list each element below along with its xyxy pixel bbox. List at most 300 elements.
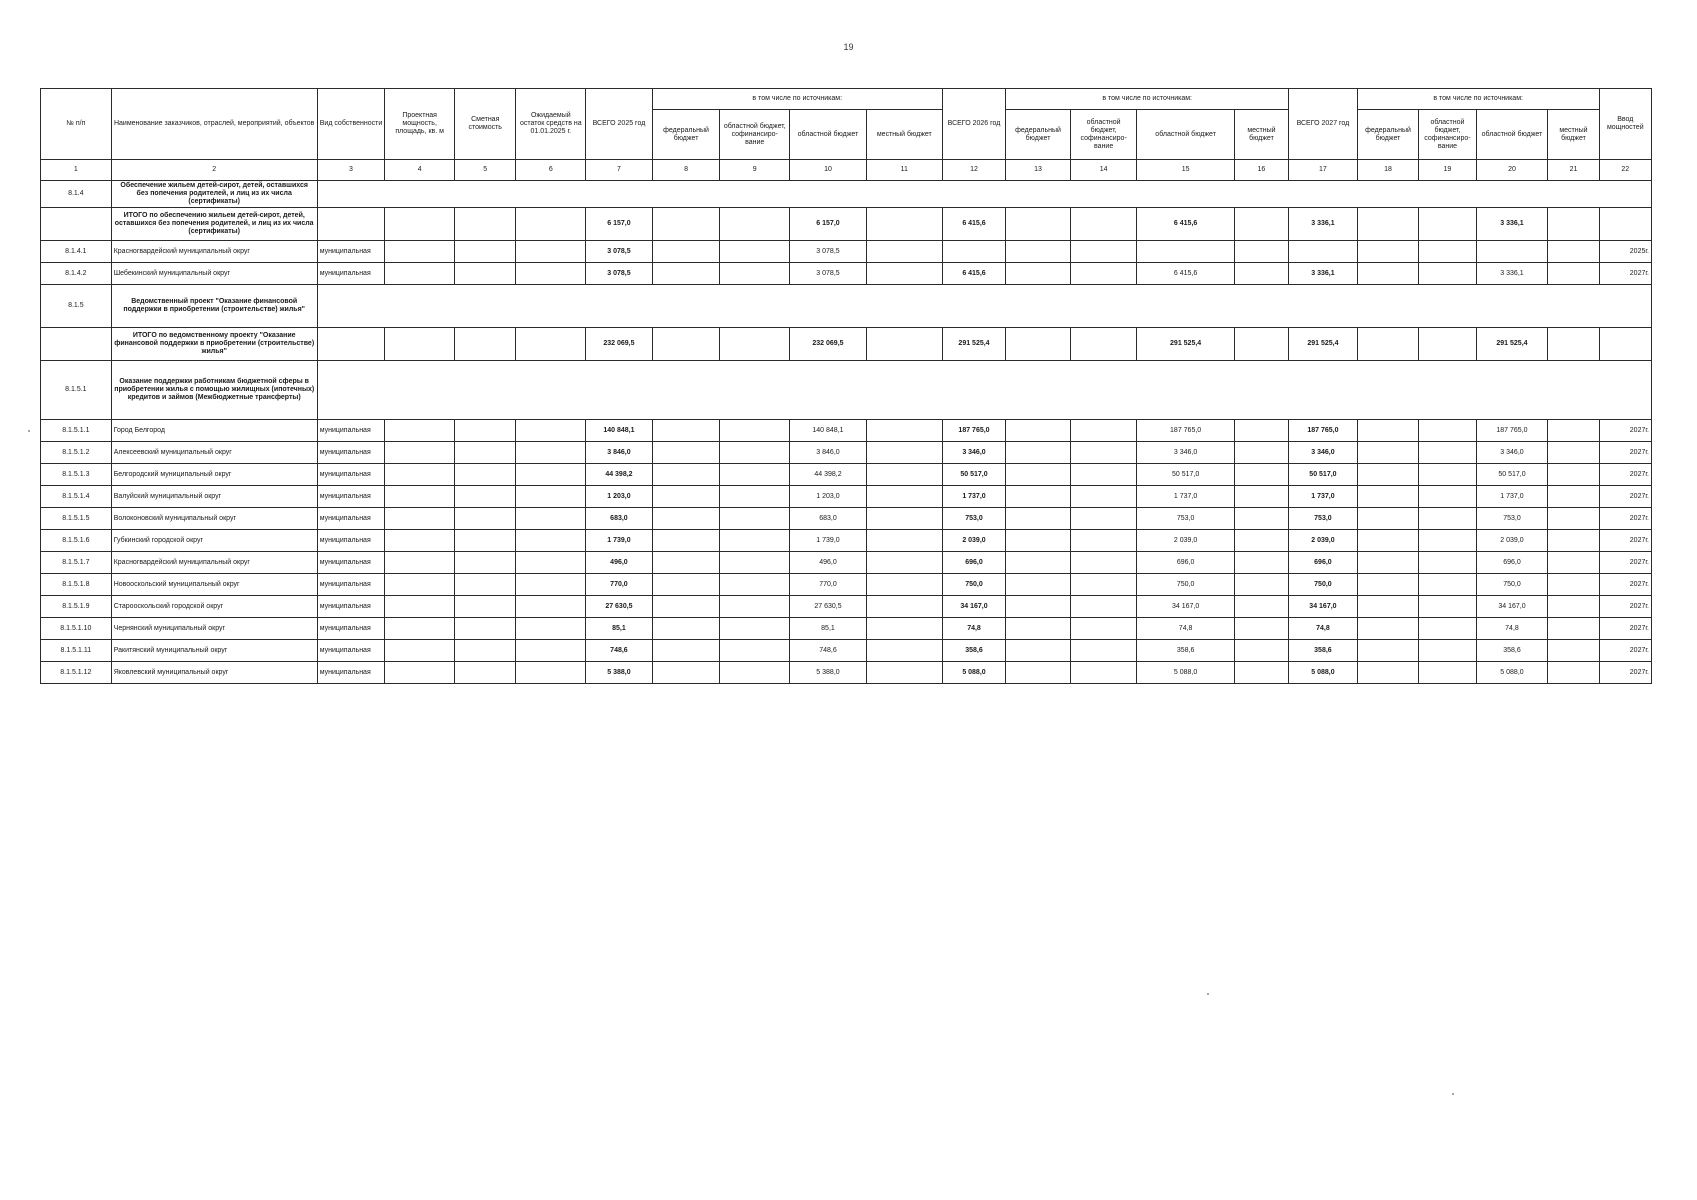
- empty-cell: [516, 530, 586, 552]
- header-regional-cofin-2026: областной бюджет, софинансиро-вание: [1070, 110, 1137, 160]
- total-2026: 750,0: [942, 574, 1006, 596]
- empty-cell: [1070, 263, 1137, 285]
- empty-cell: [454, 574, 515, 596]
- empty-cell: [516, 552, 586, 574]
- total-2027: 34 167,0: [1289, 596, 1358, 618]
- empty-cell: [866, 574, 942, 596]
- empty-cell: [1357, 552, 1418, 574]
- total-2026: 1 737,0: [942, 486, 1006, 508]
- total-2025: 496,0: [586, 552, 653, 574]
- section-code: 8.1.4: [41, 181, 112, 208]
- regional-2026: 753,0: [1137, 508, 1234, 530]
- total-2026: 6 415,6: [942, 208, 1006, 241]
- empty-cell: [1599, 208, 1651, 241]
- empty-cell: [1234, 618, 1288, 640]
- empty-cell: [866, 530, 942, 552]
- empty-cell: [866, 464, 942, 486]
- empty-cell: [1006, 508, 1071, 530]
- empty-cell: [1599, 328, 1651, 361]
- empty-cell: [1419, 263, 1476, 285]
- table-row: [41, 552, 1652, 574]
- empty-cell: [1419, 662, 1476, 684]
- commissioning-year: 2027г.: [1599, 464, 1651, 486]
- empty-cell: [1234, 596, 1288, 618]
- row-ownership: муниципальная: [317, 464, 385, 486]
- empty-cell: [385, 662, 455, 684]
- empty-cell: [652, 640, 720, 662]
- header-local-2027: местный бюджет: [1548, 110, 1599, 160]
- section-code: 8.1.5: [41, 285, 112, 328]
- scan-artifact: [1452, 1093, 1454, 1095]
- row-ownership: муниципальная: [317, 263, 385, 285]
- empty-cell: [1006, 640, 1071, 662]
- empty-cell: [385, 530, 455, 552]
- row-code: 8.1.5.1.2: [41, 442, 112, 464]
- empty-cell: [1070, 486, 1137, 508]
- empty-cell: [720, 328, 790, 361]
- empty-cell: [516, 464, 586, 486]
- empty-cell: [866, 618, 942, 640]
- empty-cell: [454, 530, 515, 552]
- column-number-row: [41, 160, 1652, 181]
- total-2025: 683,0: [586, 508, 653, 530]
- empty-cell: [1357, 442, 1418, 464]
- empty-cell: [516, 420, 586, 442]
- empty-cell: [454, 241, 515, 263]
- empty-cell: [1357, 263, 1418, 285]
- total-2026: 50 517,0: [942, 464, 1006, 486]
- regional-2027: 74,8: [1476, 618, 1548, 640]
- empty-cell: [454, 486, 515, 508]
- section-title: Ведомственный проект "Оказание финансовой поддержки в приобретении (строительстве) жилья": [111, 285, 317, 328]
- commissioning-year: 2027г.: [1599, 420, 1651, 442]
- empty-cell: [1234, 241, 1288, 263]
- regional-2026: 6 415,6: [1137, 208, 1234, 241]
- empty-cell: [720, 208, 790, 241]
- regional-2025: 748,6: [790, 640, 867, 662]
- empty-cell: [1234, 328, 1288, 361]
- row-ownership: муниципальная: [317, 552, 385, 574]
- row-code: 8.1.5.1.9: [41, 596, 112, 618]
- empty-cell: [652, 552, 720, 574]
- commissioning-year: 2027г.: [1599, 618, 1651, 640]
- empty-cell: [1357, 574, 1418, 596]
- empty-cell: [1006, 596, 1071, 618]
- empty-cell: [1548, 241, 1599, 263]
- header-regional-cofin-2027: областной бюджет, софинансиро-вание: [1419, 110, 1476, 160]
- empty-cell: [454, 263, 515, 285]
- regional-2025: 27 630,5: [790, 596, 867, 618]
- empty-cell: [1070, 640, 1137, 662]
- empty-cell: [1548, 530, 1599, 552]
- empty-cell: [385, 552, 455, 574]
- regional-2026: 2 039,0: [1137, 530, 1234, 552]
- total-2025: 3 846,0: [586, 442, 653, 464]
- regional-2027: 3 336,1: [1476, 208, 1548, 241]
- regional-2026: 750,0: [1137, 574, 1234, 596]
- column-number: 5: [454, 160, 515, 181]
- header-total-2027: ВСЕГО 2027 год: [1289, 89, 1358, 160]
- empty-cell: [1419, 208, 1476, 241]
- commissioning-year: 2027г.: [1599, 486, 1651, 508]
- regional-2025: 5 388,0: [790, 662, 867, 684]
- section-title: Оказание поддержки работникам бюджетной сферы в приобретении жилья с помощью жилищных (ипотечных) кредитов и займов (Межбюджетные трансферты): [111, 361, 317, 420]
- empty-cell: [1070, 328, 1137, 361]
- empty-cell: [385, 640, 455, 662]
- regional-2025: 496,0: [790, 552, 867, 574]
- empty-cell: [516, 241, 586, 263]
- empty-cell: [652, 208, 720, 241]
- empty-cell: [1070, 420, 1137, 442]
- row-code: 8.1.5.1.12: [41, 662, 112, 684]
- header-sources-2027: в том числе по источникам:: [1357, 89, 1599, 110]
- empty-cell: [652, 662, 720, 684]
- table-row: [41, 530, 1652, 552]
- total-2025: 3 078,5: [586, 241, 653, 263]
- total-2027: 50 517,0: [1289, 464, 1358, 486]
- empty-cell: [1548, 208, 1599, 241]
- section-title: Обеспечение жильем детей-сирот, детей, оставшихся без попечения родителей, и лиц из их числа (сертификаты): [111, 181, 317, 208]
- empty-cell: [866, 508, 942, 530]
- empty-cell: [1357, 596, 1418, 618]
- total-2026: 753,0: [942, 508, 1006, 530]
- header-commissioning: Ввод мощностей: [1599, 89, 1651, 160]
- column-number: 17: [1289, 160, 1358, 181]
- regional-2026: 50 517,0: [1137, 464, 1234, 486]
- total-row: [41, 328, 1652, 361]
- empty-cell: [720, 464, 790, 486]
- row-ownership: муниципальная: [317, 486, 385, 508]
- empty-cell: [385, 241, 455, 263]
- total-2026: [942, 241, 1006, 263]
- regional-2026: 696,0: [1137, 552, 1234, 574]
- table-body: [41, 181, 1652, 684]
- total-2027: 3 346,0: [1289, 442, 1358, 464]
- empty-cell: [385, 328, 455, 361]
- empty-cell: [1070, 442, 1137, 464]
- row-code: 8.1.4.2: [41, 263, 112, 285]
- row-name: Губкинский городской округ: [111, 530, 317, 552]
- table-row: [41, 442, 1652, 464]
- empty-cell: [516, 263, 586, 285]
- regional-2025: 770,0: [790, 574, 867, 596]
- row-name: Красногвардейский муниципальный округ: [111, 241, 317, 263]
- empty-cell: [317, 328, 385, 361]
- row-ownership: муниципальная: [317, 530, 385, 552]
- empty-cell: [454, 618, 515, 640]
- empty-cell: [385, 464, 455, 486]
- regional-2026: 291 525,4: [1137, 328, 1234, 361]
- empty-cell: [1548, 263, 1599, 285]
- regional-2026: 3 346,0: [1137, 442, 1234, 464]
- empty-cell: [1006, 241, 1071, 263]
- regional-2025: 3 078,5: [790, 241, 867, 263]
- empty-cell: [385, 574, 455, 596]
- empty-cell: [1234, 640, 1288, 662]
- section-code: 8.1.5.1: [41, 361, 112, 420]
- empty-cell: [720, 552, 790, 574]
- regional-2026: [1137, 241, 1234, 263]
- column-number: 15: [1137, 160, 1234, 181]
- empty-cell: [866, 328, 942, 361]
- empty-cell: [1234, 486, 1288, 508]
- regional-2025: 1 203,0: [790, 486, 867, 508]
- empty-cell: [1357, 640, 1418, 662]
- empty-cell: [1548, 618, 1599, 640]
- regional-2027: 696,0: [1476, 552, 1548, 574]
- regional-2025: 140 848,1: [790, 420, 867, 442]
- regional-2027: 1 737,0: [1476, 486, 1548, 508]
- total-2025: 1 739,0: [586, 530, 653, 552]
- header-local-2025: местный бюджет: [866, 110, 942, 160]
- regional-2027: [1476, 241, 1548, 263]
- empty-cell: [1357, 530, 1418, 552]
- empty-cell: [1419, 574, 1476, 596]
- empty-cell: [1006, 442, 1071, 464]
- empty-cell: [1419, 328, 1476, 361]
- empty-cell: [1419, 486, 1476, 508]
- section-row: [41, 181, 1652, 208]
- empty-cell: [1357, 208, 1418, 241]
- empty-cell: [1548, 420, 1599, 442]
- column-number: 9: [720, 160, 790, 181]
- header-regional-2027: областной бюджет: [1476, 110, 1548, 160]
- regional-2027: 3 346,0: [1476, 442, 1548, 464]
- row-ownership: муниципальная: [317, 508, 385, 530]
- table-row: [41, 508, 1652, 530]
- commissioning-year: 2027г.: [1599, 662, 1651, 684]
- empty-cell: [1006, 208, 1071, 241]
- empty-cell: [454, 328, 515, 361]
- total-2025: 6 157,0: [586, 208, 653, 241]
- total-2026: 3 346,0: [942, 442, 1006, 464]
- row-ownership: муниципальная: [317, 662, 385, 684]
- empty-cell: [720, 263, 790, 285]
- empty-cell: [516, 618, 586, 640]
- empty-cell: [385, 508, 455, 530]
- regional-2026: 74,8: [1137, 618, 1234, 640]
- empty-cell: [1419, 530, 1476, 552]
- header-federal-2026: федеральный бюджет: [1006, 110, 1071, 160]
- empty-cell: [1006, 618, 1071, 640]
- header-federal-2025: федеральный бюджет: [652, 110, 720, 160]
- table-row: [41, 662, 1652, 684]
- empty-cell: [652, 442, 720, 464]
- empty-cell: [1548, 662, 1599, 684]
- empty-cell: [1548, 464, 1599, 486]
- empty-cell: [866, 420, 942, 442]
- empty-cell: [385, 486, 455, 508]
- empty-cell: [41, 328, 112, 361]
- header-name: Наименование заказчиков, отраслей, мероприятий, объектов: [111, 89, 317, 160]
- regional-2027: 750,0: [1476, 574, 1548, 596]
- section-filler: [317, 361, 1651, 420]
- regional-2027: 34 167,0: [1476, 596, 1548, 618]
- empty-cell: [1234, 208, 1288, 241]
- header-estimated-cost: Сметная стоимость: [454, 89, 515, 160]
- header-regional-cofin-2025: областной бюджет, софинансиро-вание: [720, 110, 790, 160]
- empty-cell: [454, 508, 515, 530]
- empty-cell: [866, 596, 942, 618]
- empty-cell: [652, 263, 720, 285]
- empty-cell: [516, 486, 586, 508]
- row-name: Старооскольский городской округ: [111, 596, 317, 618]
- total-2025: 27 630,5: [586, 596, 653, 618]
- column-number: 20: [1476, 160, 1548, 181]
- empty-cell: [1419, 442, 1476, 464]
- row-ownership: муниципальная: [317, 442, 385, 464]
- empty-cell: [385, 596, 455, 618]
- empty-cell: [1234, 464, 1288, 486]
- regional-2026: 1 737,0: [1137, 486, 1234, 508]
- empty-cell: [652, 530, 720, 552]
- empty-cell: [1234, 574, 1288, 596]
- section-row: [41, 361, 1652, 420]
- header-capacity: Проектная мощность, площадь, кв. м: [385, 89, 455, 160]
- column-number: 8: [652, 160, 720, 181]
- empty-cell: [454, 552, 515, 574]
- row-name: Волоконовский муниципальный округ: [111, 508, 317, 530]
- row-code: 8.1.5.1.4: [41, 486, 112, 508]
- empty-cell: [516, 328, 586, 361]
- empty-cell: [1234, 552, 1288, 574]
- empty-cell: [866, 486, 942, 508]
- empty-cell: [385, 442, 455, 464]
- total-2026: 187 765,0: [942, 420, 1006, 442]
- header-regional-2025: областной бюджет: [790, 110, 867, 160]
- section-filler: [317, 181, 1651, 208]
- empty-cell: [1006, 328, 1071, 361]
- total-2026: 6 415,6: [942, 263, 1006, 285]
- row-name: Алексеевский муниципальный округ: [111, 442, 317, 464]
- empty-cell: [454, 420, 515, 442]
- total-2026: 291 525,4: [942, 328, 1006, 361]
- header-sources-2026: в том числе по источникам:: [1006, 89, 1289, 110]
- empty-cell: [1357, 662, 1418, 684]
- empty-cell: [1419, 596, 1476, 618]
- row-code: 8.1.5.1.5: [41, 508, 112, 530]
- section-filler: [317, 285, 1651, 328]
- column-number: 14: [1070, 160, 1137, 181]
- total-2027: 5 088,0: [1289, 662, 1358, 684]
- empty-cell: [652, 574, 720, 596]
- total-2026: 5 088,0: [942, 662, 1006, 684]
- commissioning-year: 2025г.: [1599, 241, 1651, 263]
- empty-cell: [1419, 640, 1476, 662]
- column-number: 22: [1599, 160, 1651, 181]
- total-2025: 140 848,1: [586, 420, 653, 442]
- row-ownership: муниципальная: [317, 618, 385, 640]
- row-code: 8.1.5.1.3: [41, 464, 112, 486]
- empty-cell: [516, 662, 586, 684]
- empty-cell: [1357, 508, 1418, 530]
- regional-2025: 3 846,0: [790, 442, 867, 464]
- empty-cell: [866, 552, 942, 574]
- row-code: 8.1.5.1.7: [41, 552, 112, 574]
- column-number: 1: [41, 160, 112, 181]
- empty-cell: [720, 486, 790, 508]
- regional-2026: 187 765,0: [1137, 420, 1234, 442]
- empty-cell: [454, 596, 515, 618]
- column-number: 3: [317, 160, 385, 181]
- column-number: 19: [1419, 160, 1476, 181]
- row-name: Белгородский муниципальный округ: [111, 464, 317, 486]
- row-ownership: муниципальная: [317, 640, 385, 662]
- row-name: Валуйский муниципальный округ: [111, 486, 317, 508]
- column-number: 12: [942, 160, 1006, 181]
- empty-cell: [720, 508, 790, 530]
- header-federal-2027: федеральный бюджет: [1357, 110, 1418, 160]
- empty-cell: [454, 442, 515, 464]
- empty-cell: [385, 420, 455, 442]
- empty-cell: [1070, 241, 1137, 263]
- commissioning-year: 2027г.: [1599, 263, 1651, 285]
- empty-cell: [1070, 464, 1137, 486]
- empty-cell: [866, 662, 942, 684]
- empty-cell: [1548, 596, 1599, 618]
- total-title: ИТОГО по обеспечению жильем детей-сирот, детей, оставшихся без попечения родителей, и лиц из их числа (сертификаты): [111, 208, 317, 241]
- empty-cell: [1070, 574, 1137, 596]
- empty-cell: [720, 442, 790, 464]
- total-2027: 3 336,1: [1289, 263, 1358, 285]
- row-name: Шебекинский муниципальный округ: [111, 263, 317, 285]
- row-name: Город Белгород: [111, 420, 317, 442]
- empty-cell: [1419, 241, 1476, 263]
- empty-cell: [652, 508, 720, 530]
- row-name: Красногвардейский муниципальный округ: [111, 552, 317, 574]
- commissioning-year: 2027г.: [1599, 530, 1651, 552]
- total-row: [41, 208, 1652, 241]
- total-2026: 2 039,0: [942, 530, 1006, 552]
- total-2026: 74,8: [942, 618, 1006, 640]
- page-number: 19: [843, 42, 854, 52]
- regional-2025: 3 078,5: [790, 263, 867, 285]
- table-row: [41, 574, 1652, 596]
- table-row: [41, 618, 1652, 640]
- column-number: 16: [1234, 160, 1288, 181]
- empty-cell: [1357, 420, 1418, 442]
- total-2025: 770,0: [586, 574, 653, 596]
- empty-cell: [1419, 464, 1476, 486]
- empty-cell: [1234, 442, 1288, 464]
- commissioning-year: 2027г.: [1599, 442, 1651, 464]
- empty-cell: [720, 530, 790, 552]
- regional-2025: 1 739,0: [790, 530, 867, 552]
- total-2027: 187 765,0: [1289, 420, 1358, 442]
- total-title: ИТОГО по ведомственному проекту "Оказание финансовой поддержки в приобретении (строительстве) жилья": [111, 328, 317, 361]
- total-2026: 696,0: [942, 552, 1006, 574]
- regional-2027: 753,0: [1476, 508, 1548, 530]
- empty-cell: [1548, 486, 1599, 508]
- commissioning-year: 2027г.: [1599, 574, 1651, 596]
- regional-2027: 291 525,4: [1476, 328, 1548, 361]
- empty-cell: [720, 640, 790, 662]
- empty-cell: [720, 596, 790, 618]
- regional-2027: 2 039,0: [1476, 530, 1548, 552]
- empty-cell: [720, 420, 790, 442]
- column-number: 4: [385, 160, 455, 181]
- row-ownership: муниципальная: [317, 420, 385, 442]
- empty-cell: [1006, 552, 1071, 574]
- empty-cell: [1357, 241, 1418, 263]
- row-code: 8.1.5.1.8: [41, 574, 112, 596]
- empty-cell: [866, 208, 942, 241]
- empty-cell: [1234, 263, 1288, 285]
- column-number: 2: [111, 160, 317, 181]
- row-code: 8.1.5.1.10: [41, 618, 112, 640]
- total-2025: 1 203,0: [586, 486, 653, 508]
- column-number: 11: [866, 160, 942, 181]
